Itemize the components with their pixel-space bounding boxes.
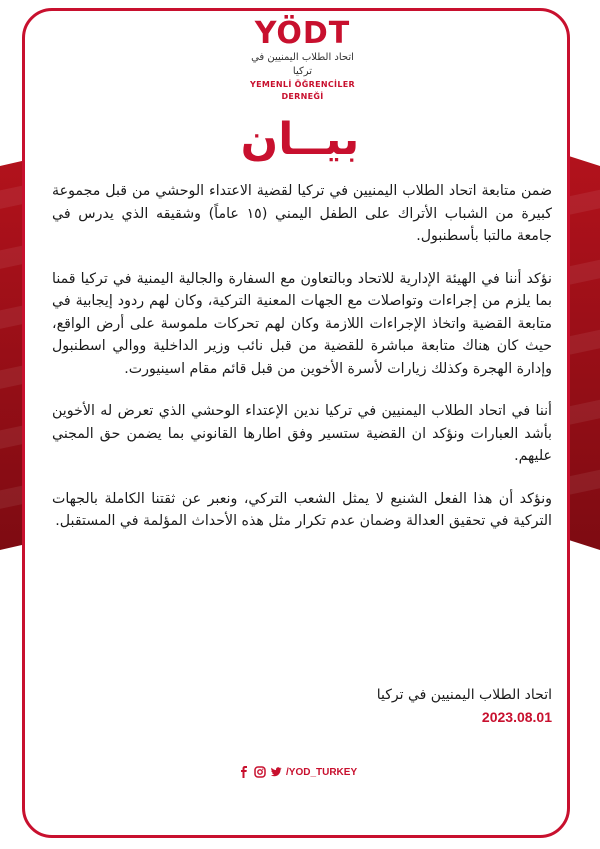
social-handle[interactable]: /YOD_TURKEY	[286, 766, 358, 778]
twitter-icon[interactable]	[270, 766, 282, 778]
logo-mark: YÖDT	[254, 16, 351, 51]
signature: اتحاد الطلاب اليمنيين في تركيا	[376, 687, 552, 703]
paragraph: ضمن متابعة اتحاد الطلاب اليمنيين في تركيا لقضية الاعتداء الوحشي من قبل مجموعة كبيرة من الشباب الأتراك على الطفل اليمني (١٥ عاماً) وشقيقه الذي يدرس في جامعة مالتبا بأسطنبول.	[52, 183, 552, 244]
logo-arabic-name: اتحاد الطلاب اليمنيين في تركيا	[251, 52, 354, 77]
paragraph: ونؤكد أن هذا الفعل الشنيع لا يمثل الشعب التركي، ونعبر عن ثقتنا الكاملة بالجهات التركية في تحقيق العدالة وضمان عدم تكرار مثل هذه الأحداث المؤلمة في المستقبل.	[52, 490, 552, 529]
paragraph: أننا في اتحاد الطلاب اليمنيين في تركيا ندين الإعتداء الوحشي الذي تعرض له الأخوين بأشد العبارات ونؤكد ان القضية ستسير وفق اطارها القانوني بما يضمن حق المجني عليهم.	[52, 403, 552, 464]
facebook-icon[interactable]	[238, 766, 250, 778]
statement-body	[52, 180, 552, 553]
paragraph: نؤكد أننا في الهيئة الإدارية للاتحاد وبالتعاون مع السفارة والجالية اليمنية في تركيا قمنا بما يلزم من إجراءات وتواصلات مع الجهات المعنية التركية، وكان لهم ردود إيجابية في متابعة القضية واتخاذ الإجراءات اللازمة وكان لهم تحركات ملموسة على أرض الواقع، حيث كان هناك متابعة مباشرة للقضية من قبل نائب وزير الداخلية ووالي اسطنبول وإدارة الهجرة وكذلك زيارات لأسرة الأخوين من قبل قائم مقام اسينيورت.	[52, 270, 552, 377]
logo-turkish-name: YEMENLİ ÖĞRENCİLER DERNEĞİ	[250, 80, 355, 101]
date: 2023.08.01	[481, 709, 552, 725]
social-bar	[238, 766, 357, 778]
signature-block	[377, 684, 552, 728]
instagram-icon[interactable]	[254, 766, 266, 778]
statement-title: بيــان	[240, 114, 360, 165]
logo	[240, 16, 365, 101]
